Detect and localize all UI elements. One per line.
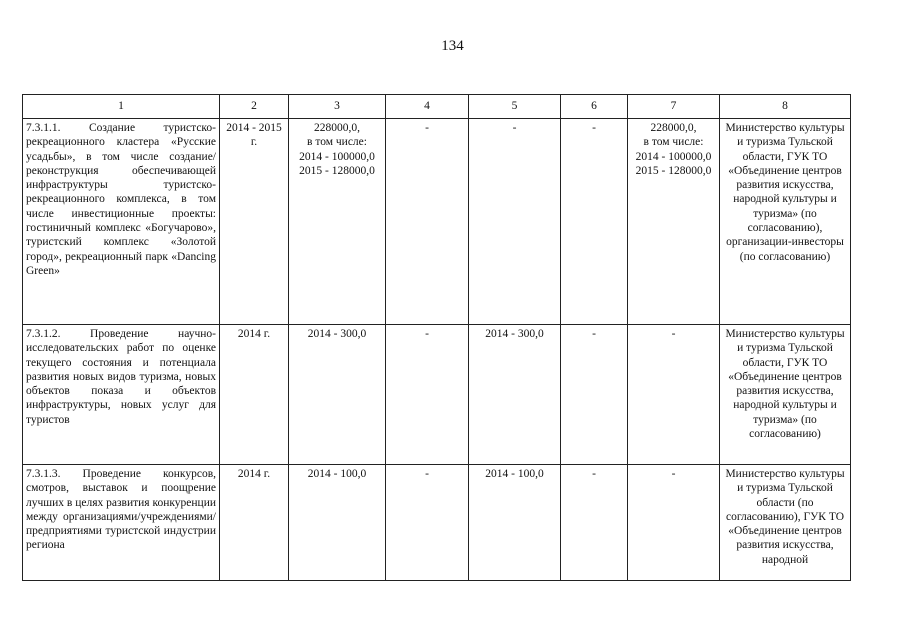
value-cell: - <box>561 325 628 465</box>
column-header: 2 <box>220 95 289 119</box>
column-header: 6 <box>561 95 628 119</box>
value-cell: - <box>469 119 561 325</box>
page-number: 134 <box>441 38 464 54</box>
value-cell: - <box>628 325 720 465</box>
measure-description: 7.3.1.3. Проведение конкурсов, смотров, выставок и поощрение лучших в целях развития конкуренции между организациями/учреждениями/ предприятиями туристской индустрии региона <box>23 465 220 581</box>
value-cell: - <box>386 119 469 325</box>
measure-description: 7.3.1.1. Создание туристско-рекреационного кластера «Русские усадьбы», в том числе создание/реконструкция обеспечивающей инфраструктуры туристско-рекреационного комплекса, в том числе инвестиционные проекты: гостиничный комплекс «Богучарово», туристский комплекс «Золотой город», рекреационный парк «Dancing Green» <box>23 119 220 325</box>
table-row <box>23 325 851 465</box>
table-row <box>23 465 851 581</box>
value-cell: - <box>561 465 628 581</box>
total-cell: 228000,0, в том числе: 2014 - 100000,0 2015 - 128000,0 <box>289 119 386 325</box>
period-cell: 2014 г. <box>220 325 289 465</box>
value-cell: - <box>386 465 469 581</box>
total-cell: 2014 - 300,0 <box>289 325 386 465</box>
value-cell: - <box>561 119 628 325</box>
executor-cell: Министерство культуры и туризма Тульской области (по согласованию), ГУК ТО «Объединение центров развития искусства, народной <box>720 465 851 581</box>
column-header: 1 <box>23 95 220 119</box>
value-cell: - <box>628 465 720 581</box>
header-row <box>23 95 851 119</box>
value-cell: 228000,0, в том числе: 2014 - 100000,0 2015 - 128000,0 <box>628 119 720 325</box>
total-cell: 2014 - 100,0 <box>289 465 386 581</box>
executor-cell: Министерство культуры и туризма Тульской области, ГУК ТО «Объединение центров развития искусства, народной культуры и туризма» (по согласованию) <box>720 325 851 465</box>
column-header: 3 <box>289 95 386 119</box>
column-header: 4 <box>386 95 469 119</box>
executor-cell: Министерство культуры и туризма Тульской области, ГУК ТО «Объединение центров развития искусства, народной культуры и туризма» (по согласованию), организации-инвесторы (по согласованию) <box>720 119 851 325</box>
column-header: 5 <box>469 95 561 119</box>
column-header: 7 <box>628 95 720 119</box>
program-measures-table <box>22 94 851 581</box>
value-cell: 2014 - 100,0 <box>469 465 561 581</box>
table-row <box>23 119 851 325</box>
period-cell: 2014 г. <box>220 465 289 581</box>
value-cell: - <box>386 325 469 465</box>
value-cell: 2014 - 300,0 <box>469 325 561 465</box>
measure-description: 7.3.1.2. Проведение научно-исследовательских работ по оценке текущего состояния и потенциала развития новых видов туризма, новых объектов показа и объектов инфраструктуры, новых услуг для туристов <box>23 325 220 465</box>
column-header: 8 <box>720 95 851 119</box>
period-cell: 2014 - 2015 г. <box>220 119 289 325</box>
